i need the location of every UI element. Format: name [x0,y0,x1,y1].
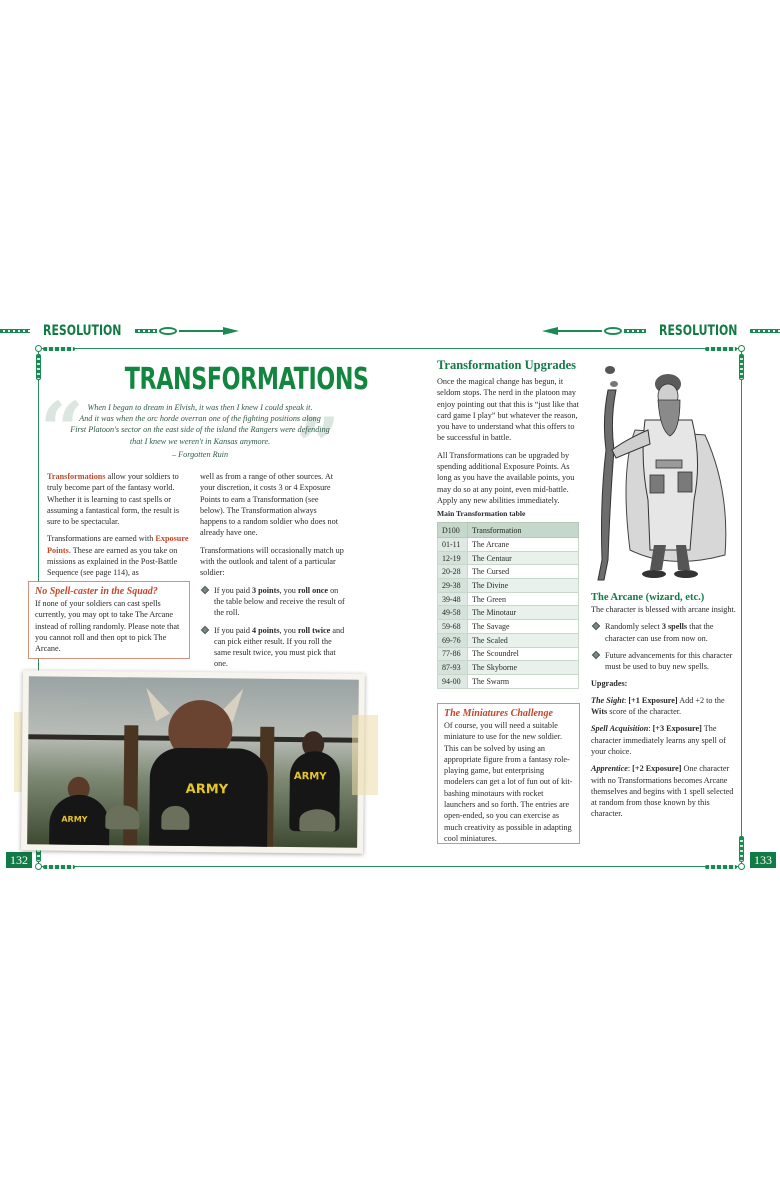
table-row [438,592,579,606]
list-item [200,625,345,670]
paragraph: The character is blessed with arcane insight. [591,605,736,614]
upgrades-label: Upgrades: [591,679,628,689]
d100-range: 01-11 [438,538,468,552]
miniatures-challenge-box [437,703,580,844]
sidebar-title: No Spell-caster in the Squad? [35,586,158,597]
left-page-top-rule [38,348,390,349]
transformation-name: The Skyborne [468,661,579,675]
paragraph [47,533,192,578]
table-row [438,647,579,661]
paragraph: All Transformations can be upgraded by spending additional Exposure Points. As long as you have the available points, you may do so at any point, even mid-battle. Apply any new abilities immediately. [437,450,575,505]
bullet-bold: roll twice [297,625,331,635]
bullet-text: Randomly select [605,622,662,632]
list-item [591,621,737,644]
transformation-name: The Savage [468,620,579,634]
arcane-bullets [591,621,737,672]
no-spellcaster-sidebar [28,581,190,659]
page-number-left: 132 [6,852,32,868]
sergeant-hat [299,809,335,831]
post-ornament-icon [36,354,41,380]
corner-ornament-icon [738,345,745,352]
sidebar-body: If none of your soldiers can cast spells currently, you may opt to take The Arcane instead of rolling randomly. Please note that you cannot roll and then opt to pick The Arcane. [35,599,180,654]
d100-range: 87-93 [438,661,468,675]
table-caption: Main Transformation table [437,509,526,518]
sergeant-hat [105,805,139,829]
knot-ornament-icon [159,327,177,335]
quote-line: When I began to dream in Elvish, it was then I knew I could speak it. [87,403,313,412]
horn [139,684,170,721]
shirt-text: ARMY [293,771,327,783]
list-item [200,585,345,619]
bullet-text: that the character can use from now on. [605,622,714,643]
chain-ornament-icon [43,865,75,869]
upgrade-cost: [+1 Exposure] [628,695,678,705]
transformation-table [437,522,579,689]
d100-range: 29-38 [438,579,468,593]
bullet-text: Future advancements for this character must be used to buy new spells. [605,650,733,672]
spear-ornament-icon [179,328,239,334]
post-ornament-icon [739,836,744,862]
left-column-2 [200,471,345,676]
right-page-top-rule [390,348,742,349]
quote-attribution: – Forgotten Ruin [171,450,229,459]
d100-range: 49-58 [438,606,468,620]
wizard-illustration [590,360,735,585]
transformation-name: The Divine [468,579,579,593]
shirt-text: ARMY [185,781,229,798]
transformation-name: The Cursed [468,565,579,579]
column-header: D100 [438,523,468,538]
transformation-name: The Scoundrel [468,647,579,661]
table-row [438,633,579,647]
page-title: TRANSFORMATIONS [124,362,369,397]
upgrade-desc: Add +2 to the [677,695,725,705]
d100-range: 20-28 [438,565,468,579]
right-page-side-rule [741,348,742,866]
left-column-1 [47,471,192,585]
roll-rules-list [200,585,345,670]
table-row [438,579,579,593]
arcane-text [591,604,737,826]
transformation-name: The Minotaur [468,606,579,620]
keyword-exposure-points: Exposure Points [47,534,189,555]
corner-ornament-icon [35,863,42,870]
quote-line: And it was when the orc horde overran one of the fighting positions along [79,414,321,424]
diamond-bullet-icon [201,585,209,593]
minotaur-illustration [21,670,365,854]
diamond-bullet-icon [592,651,600,659]
table-header-row [438,523,579,538]
section-title-arcane: The Arcane (wizard, etc.) [591,592,705,603]
chain-ornament-icon [0,329,30,333]
transformation-name: The Green [468,592,579,606]
upgrade-desc-bold: Wits [591,707,608,717]
list-item [591,650,737,673]
bullet-bold: 3 spells [661,622,688,632]
d100-range: 94-00 [438,674,468,688]
paragraph: well as from a range of other sources. At your discretion, it costs 3 or 4 Exposure Points to earn a Transformation (see below). The Transformation always happens to a random soldier who does not already have one. [200,472,339,538]
knot-ornament-icon [604,327,622,335]
illustration-scene [27,676,359,847]
bullet-text: , you [279,625,298,635]
d100-range: 77-86 [438,647,468,661]
d100-range: 39-48 [438,592,468,606]
box-body: Of course, you will need a suitable miniature to use for the new soldier. This can be solved by using an appropriate figure from a fantasy role-playing game, but enterprising modelers can get a lot of fun out of kit-bashing minotaurs with rocket launchers and so forth. The entries are open-ended, so you can exercise as much creativity as possible in adapting cool miniatures. [444,721,573,843]
quote-line: First Platoon's sector on the east side of the island the Rangers were defending [70,425,330,435]
paragraph-text: . These are earned as you take on missions as explained in the Post-Battle Sequence (see page 114), as [47,545,178,578]
upgrade-item: Apprentice: [+2 Exposure] One character with no Transformations becomes Arcane themselves and begins with 1 spell selected at random from those known by this character. [591,764,734,819]
table-row [438,661,579,675]
open-quote-icon: “ [40,385,84,474]
upgrade-item: Spell Acquisition: [+3 Exposure] The character immediately learns any spell of your choice. [591,724,726,756]
close-quote-icon: ” [296,401,340,490]
transformation-name: The Arcane [468,538,579,552]
corner-ornament-icon [35,345,42,352]
paragraph: Transformations will occasionally match up with the outlook and talent of a particular soldier: [200,545,344,578]
diamond-bullet-icon [201,625,209,633]
sergeant-hat [161,806,189,830]
minotaur-body [149,748,268,848]
upgrade-cost: [+2 Exposure] [632,764,682,774]
chain-ornament-icon [624,329,646,333]
diamond-bullet-icon [592,622,600,630]
upgrade-cost: [+3 Exposure] [652,724,702,734]
right-page-bottom-rule [390,866,742,867]
chapter-title-left: RESOLUTION [43,323,122,339]
upgrade-name: The Sight [591,695,624,705]
corner-ornament-icon [738,863,745,870]
table-row [438,538,579,552]
bullet-text: If you paid [214,625,252,635]
paragraph: Once the magical change has begun, it seldom stops. The nerd in the platoon may enjoy pointing out that this is “just like that card game I play” but whatever the reason, you have to understand what this offers to be successful in battle. [437,377,579,443]
d100-range: 69-76 [438,633,468,647]
chain-ornament-icon [43,347,75,351]
keyword-transformations: Transformations [47,472,106,481]
transformation-name: The Centaur [468,551,579,565]
upgrade-desc: One character with no Transformations becomes Arcane themselves and begins with 1 spell selected at random from those known by this character. [591,764,734,819]
upgrade-name: Spell Acquisition [591,724,649,734]
post-ornament-icon [739,354,744,380]
d100-range: 59-68 [438,620,468,634]
bullet-text: on the table below and receive the result of the roll. [214,585,345,618]
table-row [438,551,579,565]
upgrade-desc: score of the character. [607,707,682,717]
transformation-name: The Scaled [468,633,579,647]
transformation-name: The Swarm [468,674,579,688]
bullet-bold: 4 points [251,625,280,635]
bullet-bold: 3 points [251,585,280,595]
left-header-banner [0,322,239,340]
quote-line: that I knew we weren't in Kansas anymore. [129,436,271,446]
box-title: The Miniatures Challenge [444,708,553,719]
bullet-bold: roll once [297,585,329,595]
chain-ornament-icon [705,865,737,869]
table-row [438,674,579,688]
bullet-text: , you [279,585,298,595]
chapter-title-right: RESOLUTION [658,323,737,339]
upgrade-item: The Sight: [+1 Exposure] Add +2 to the Wits score of the character. [591,695,725,717]
table-row [438,565,579,579]
page-number-right: 133 [750,852,776,868]
upgrade-name: Apprentice [591,764,628,774]
upgrade-desc: The character immediately learns any spell of your choice. [591,724,726,756]
paragraph [47,471,192,527]
paragraph-text: Transformations are earned with [47,534,156,544]
right-header-banner [542,322,780,340]
d100-range: 12-19 [438,551,468,565]
shirt-text: ARMY [61,814,88,824]
bullet-text: If you paid [214,585,252,595]
table-row [438,620,579,634]
chain-ornament-icon [705,347,737,351]
left-page-bottom-rule [38,866,390,867]
chain-ornament-icon [750,329,780,333]
spear-ornament-icon [542,328,602,334]
bullet-text: and can pick either result. If you roll the same result twice, you must pick that one. [214,625,345,669]
section-title-upgrades: Transformation Upgrades [437,358,577,372]
chain-ornament-icon [135,329,157,333]
quote-text [70,402,330,447]
paragraph-text: allow your soldiers to truly become part of the fantasy world. Whether it is learning to cast spells or assuming a fantastical form, the result is sure to be spectacular. [47,472,180,527]
table-row [438,606,579,620]
upgrades-text [437,376,582,512]
tape-decoration [352,715,378,795]
column-header: Transformation [468,523,579,538]
